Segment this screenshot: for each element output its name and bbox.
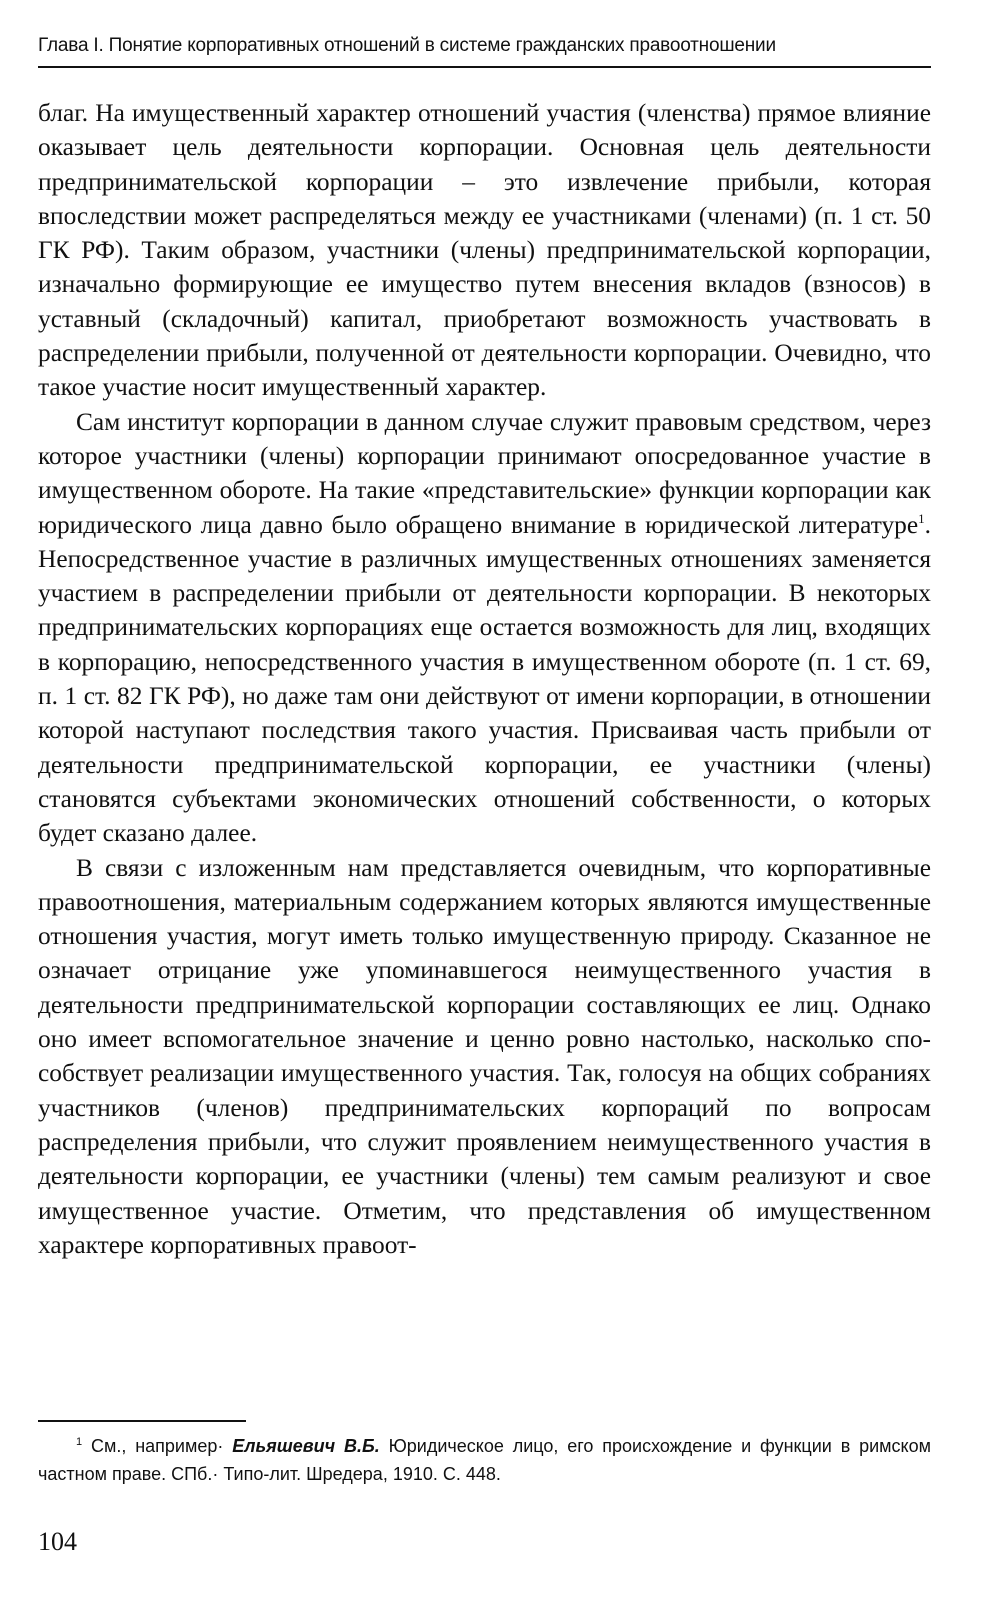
running-header: Глава I. Понятие корпоративных отношений в системе гражданских правоотношении [38,35,776,56]
footnote-marker: 1 [76,1436,83,1448]
footnote-reference: 1 [918,510,925,526]
paragraph-3: В связи с изложенным нам представляется очевидным, что корпоративные правоотношения, материальным содержанием которых являются имущественные отношения участия, могут иметь только имущественную природу. Сказанное не означает отрицание уже упоминавшегося неимущественного участия в деятельности предпринимательской корпорации составляющих ее лиц. Однако оно имеет вспомогательное значение и ценно ровно настолько, насколько способствует реализации имущественного участия. Так, голосуя на общих собраниях участников (членов) предпринимательских корпораций по вопросам распределения прибыли, что служит проявлением неимущественного участия в деятельности корпорации, ее участники (члены) тем самым реализуют и свое имущественное участие. Отметим, что представления об имущественном характере корпоративных правоот- [38,853,931,1259]
main-text [38,96,931,1262]
footnote-rule [38,1420,246,1422]
footnote-lead: См., например· [90,1436,224,1456]
footnote-text: Юридическое лицо, его происхождение и функции в римском частном праве. СПб.· Типо-лит. Шредера, 1910. С. 448. [38,1436,932,1484]
paragraph-2-part-1: Сам институт корпорации в данном случае служит правовым средством, через которое участники (члены) корпорации принимают опосредованное участие в имущественном обороте. На такие «представительские» функции корпорации как юридического лица давно было обращено внимание в юридической литературе [38,407,931,539]
paragraph-2-part-2: . Непосредственное участие в различных имущественных отношениях заменяется участием в распределении прибыли от деятельности корпорации. В некоторых предпринимательских корпорациях еще остается возможность для лиц, входящих в корпорацию, непосредственного участия в имущественном обороте (п. 1 ст. 69, п. 1 ст. 82 ГК РФ), но даже там они действуют от имени корпорации, в отношении которой наступают последствия такого участия. Присваивая часть прибыли от деятельности предпринимательской корпорации, ее участники (члены) становятся субъектами экономических отношений собственности, о которых будет сказано далее. [38,510,931,848]
page-number: 104 [38,1527,77,1556]
header-rule [38,66,931,68]
footnote [38,1432,931,1488]
paragraph-2 [38,405,931,851]
footnote-author: Ельяшевич В.Б. [232,1436,380,1456]
paragraph-1: благ. На имущественный характер отношений участия (членства) прямое влияние оказывает цель деятельности корпорации. Основная цель деятельности предпринимательской корпорации – это извлечение прибыли, которая впоследствии может распределяться между ее участниками (членами) (п. 1 ст. 50 ГК РФ). Таким образом, участники (члены) предпринимательской корпорации, изначально формирующие ее имущество путем внесения вкладов (взносов) в уставный (складочный) капитал, приобретают возможность участвовать в распределении прибыли, полученной от деятельности корпорации. Очевидно, что такое участие носит имущественный характер. [38,99,931,402]
